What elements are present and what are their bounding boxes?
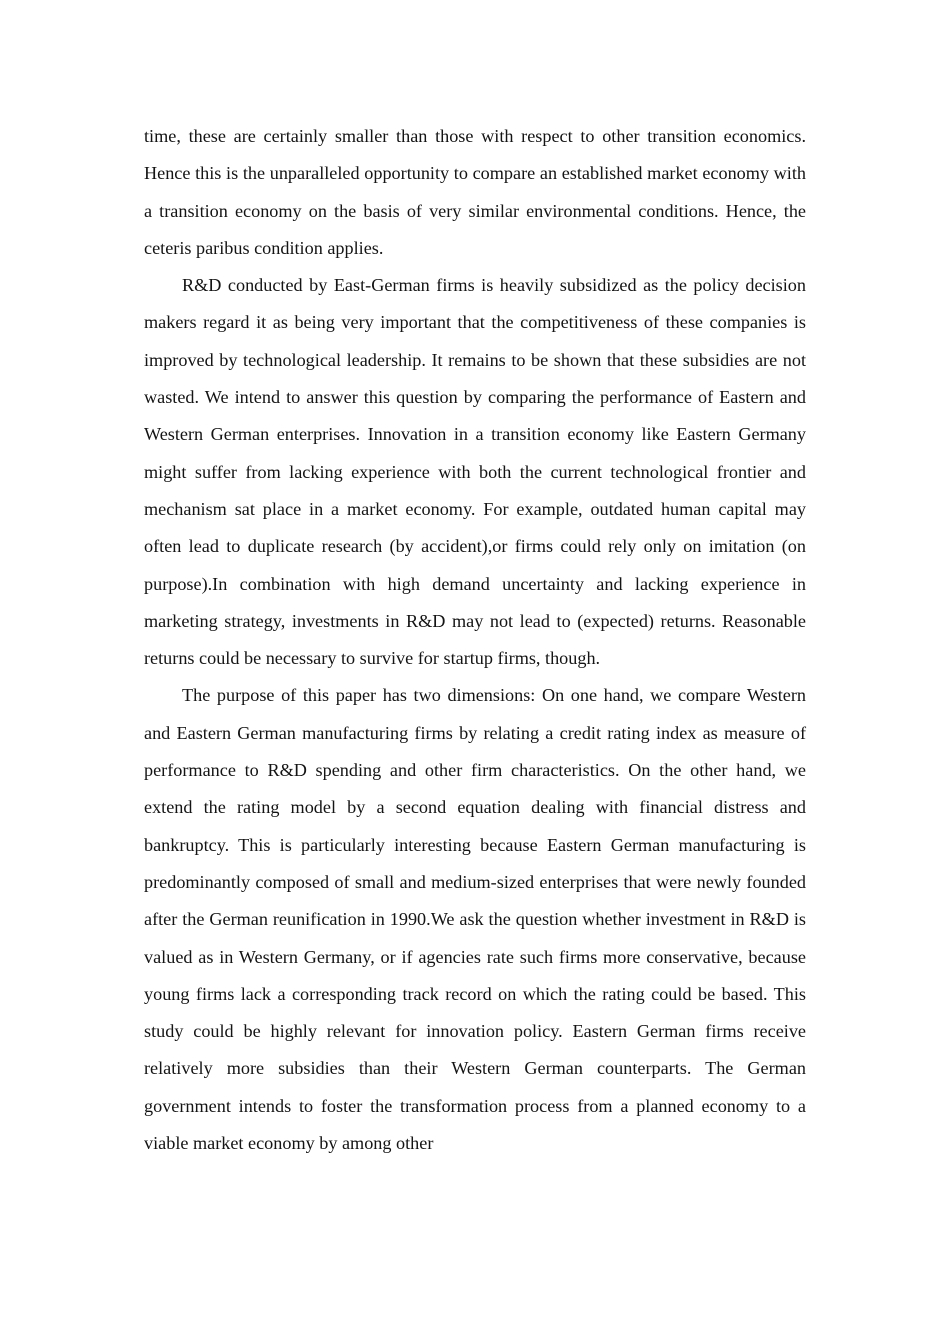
paragraph-paper-purpose: The purpose of this paper has two dimensions: On one hand, we compare Western and Eastern German manufacturing firms by relating a credit rating index as measure of performance to R&D spending and other firm characteristics. On the other hand, we extend the rating model by a second equation dealing with financial distress and bankruptcy. This is particularly interesting because Eastern German manufacturing is predominantly composed of small and medium-sized enterprises that were newly founded after the German reunification in 1990.We ask the question whether investment in R&D is valued as in Western Germany, or if agencies rate such firms more conservative, because young firms lack a corresponding track record on which the rating could be based. This study could be highly relevant for innovation policy. Eastern German firms receive relatively more subsidies than their Western German counterparts. The German government intends to foster the transformation process from a planned economy to a viable market economy by among other bbox=[144, 685, 806, 1154]
paragraph-rd-subsidies: R&D conducted by East-German firms is heavily subsidized as the policy decision makers regard it as being very important that the competitiveness of these companies is improved by technological leadership. It remains to be shown that these subsidies are not wasted. We intend to answer this question by comparing the performance of Eastern and Western German enterprises. Innovation in a transition economy like Eastern Germany might suffer from lacking experience with both the current technological frontier and mechanism sat place in a market economy. For example, outdated human capital may often lead to duplicate research (by accident),or firms could rely only on imitation (on purpose).In combination with high demand uncertainty and lacking experience in marketing strategy, investments in R&D may not lead to (expected) returns. Reasonable returns could be necessary to survive for startup firms, though. bbox=[144, 275, 806, 669]
paragraph-continuation: time, these are certainly smaller than those with respect to other transition economics. Hence this is the unparalleled opportunity to compare an established market economy with a transition economy on the basis of very similar environmental conditions. Hence, the ceteris paribus condition applies. bbox=[144, 126, 806, 258]
document-page bbox=[144, 118, 806, 1162]
